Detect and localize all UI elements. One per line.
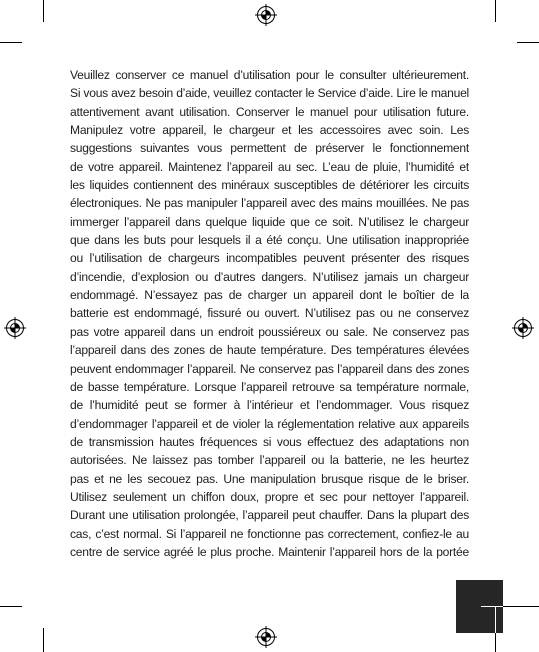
text-line: pas et ne les secouez pas. Une manipulation brusque risque de le briser.: [70, 471, 469, 486]
crop-mark-top-left-horizontal: [0, 42, 22, 43]
text-line: endommagé. N’essayez pas de charger un appareil dont le boîtier de la: [70, 288, 469, 303]
text-line: Si vous avez besoin d’aide, veuillez contacter le Service d’aide. Lire le manuel: [70, 86, 469, 101]
text-line: de basse température. Lorsque l’appareil retrouve sa température normale,: [70, 379, 469, 394]
crop-mark-bottom-left-vertical: [43, 628, 44, 652]
text-line: l’appareil dans des zones de haute température. Des températures élevées: [70, 343, 469, 358]
text-line: attentivement avant utilisation. Conserver le manuel pour utilisation future.: [70, 104, 469, 119]
crop-mark-bottom-left-horizontal: [0, 606, 22, 607]
text-line: Durant une utilisation prolongée, l’appareil peut chauffer. Dans la plupart des: [70, 508, 469, 523]
registration-mark-right-icon: [512, 317, 534, 339]
text-line: électroniques. Ne pas manipuler l’appareil avec des mains mouillées. Ne pas: [70, 196, 469, 211]
text-line: d’incendie, d’explosion ou d’autres dangers. N’utilisez jamais un chargeur: [70, 269, 469, 284]
registration-mark-left-icon: [4, 317, 26, 339]
registration-mark-bottom-icon: [255, 626, 277, 648]
text-line: immerger l’appareil dans quelque liquide que ce soit. N’utilisez le chargeur: [70, 214, 469, 229]
crop-mark-top-right-vertical: [495, 0, 496, 22]
text-line: que dans les buts pour lesquels il a été conçu. Une utilisation inappropriée: [70, 233, 469, 248]
crop-mark-top-left-vertical: [43, 0, 44, 22]
text-line: de transmission hautes fréquences si vous effectuez des adaptations non: [70, 434, 469, 449]
registration-mark-top-icon: [255, 4, 277, 26]
tab-crop-mark-vertical: [495, 606, 496, 633]
text-line: Utilisez seulement un chiffon doux, propre et sec pour nettoyer l’appareil.: [70, 489, 469, 504]
tab-crop-mark-horizontal: [481, 606, 503, 607]
text-line: suggestions suivantes vous permettent de préserver le fonctionnement: [70, 141, 469, 156]
text-line: autorisées. Ne laissez pas tomber l’appareil ou la batterie, ne les heurtez: [70, 453, 469, 468]
crop-mark-bottom-right-horizontal: [503, 606, 539, 607]
text-line: ou l’utilisation de chargeurs incompatibles peuvent présenter des risques: [70, 251, 469, 266]
text-line: peuvent endommager l’appareil. Ne conservez pas l’appareil dans des zones: [70, 361, 469, 376]
text-line: Manipulez votre appareil, le chargeur et les accessoires avec soin. Les: [70, 123, 469, 138]
crop-mark-top-right-horizontal: [517, 42, 539, 43]
text-line: les liquides contiennent des minéraux susceptibles de détériorer les circuits: [70, 178, 469, 193]
text-line: centre de service agréé le plus proche. Maintenir l’appareil hors de la portée: [70, 544, 469, 559]
text-line: de l’humidité peut se former à l’intérieur et l’endommager. Vous risquez: [70, 398, 469, 413]
text-line: de votre appareil. Maintenez l’appareil au sec. L’eau de pluie, l’humidité et: [70, 159, 469, 174]
text-line: pas votre appareil dans un endroit poussiéreux ou sale. Ne conservez pas: [70, 324, 469, 339]
text-line: Veuillez conserver ce manuel d’utilisation pour le consulter ultérieurement.: [70, 68, 469, 82]
text-line: d’endommager l’appareil et de violer la réglementation relative aux appareils: [70, 416, 469, 431]
text-line: cas, c’est normal. Si l’appareil ne fonctionne pas correctement, confiez-le au: [70, 526, 469, 541]
text-line: batterie est endommagé, fissuré ou ouvert. N’utilisez pas ou ne conservez: [70, 306, 469, 321]
manual-body-text: [70, 66, 469, 561]
